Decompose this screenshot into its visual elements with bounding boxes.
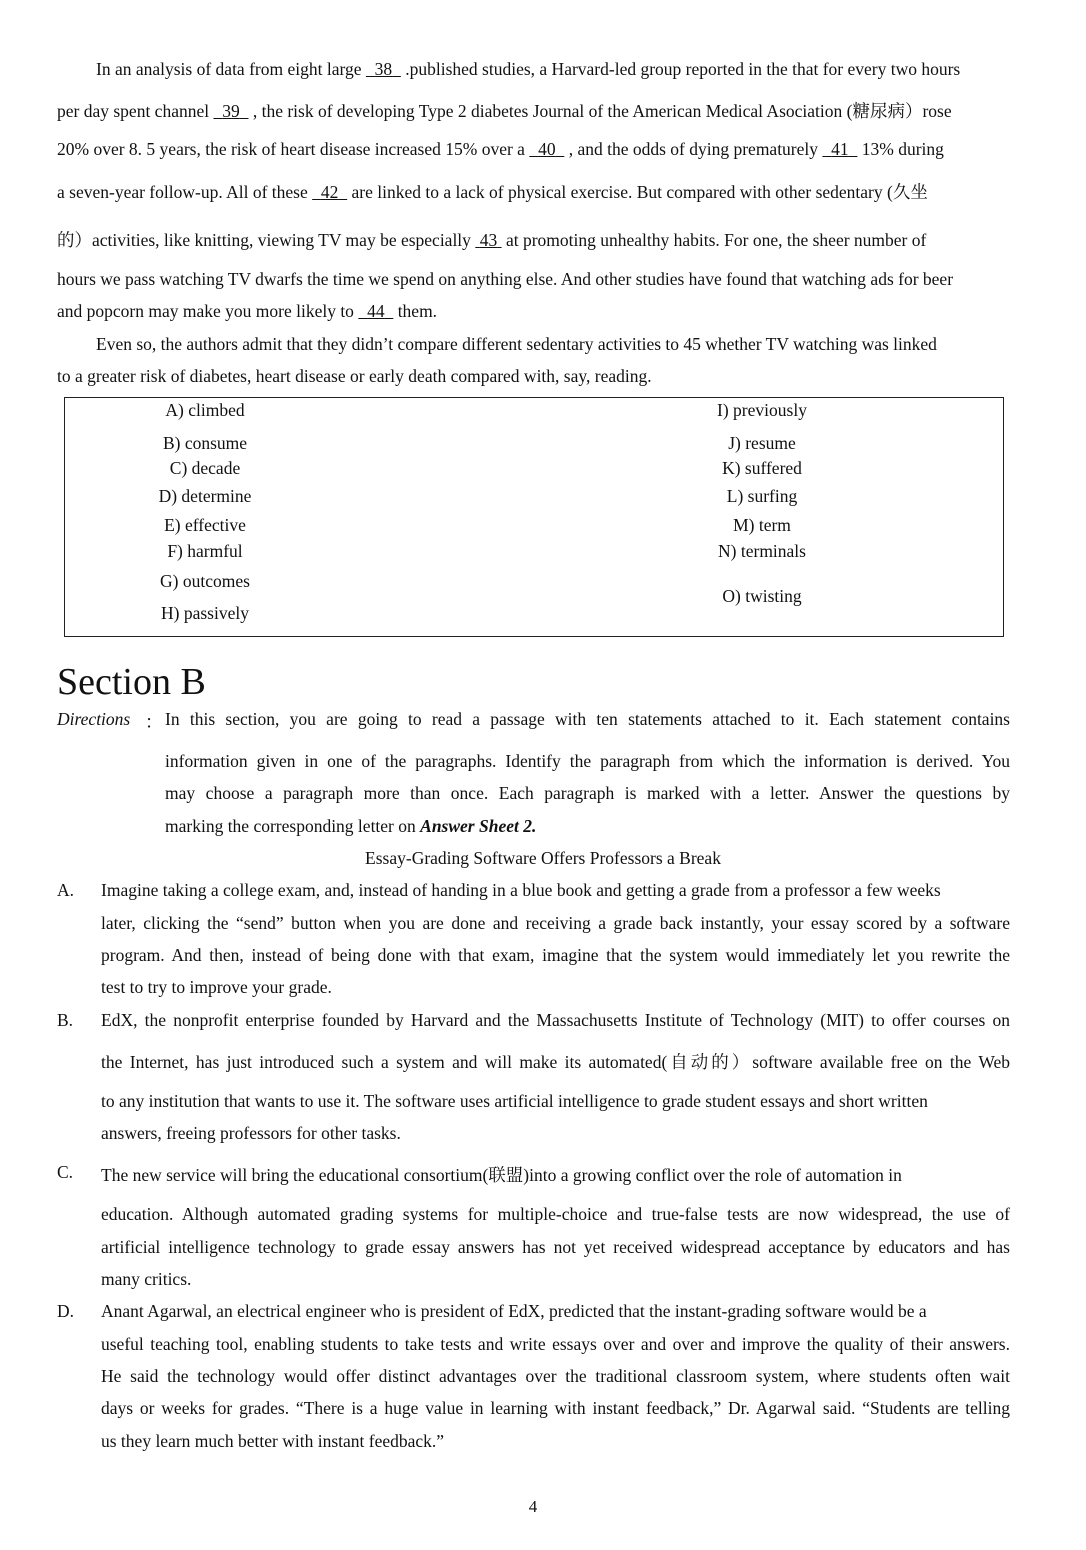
blank-41: 41 [831,139,849,159]
answer-sheet-label: Answer Sheet 2. [420,816,537,836]
page-number: 4 [528,1497,538,1516]
cloze-line-2: per day spent channel 39 , the risk of developing Type 2 diabetes Journal of the American Medical Asociation (糖尿病）rose [57,101,952,121]
option-i: I) previously [717,400,807,420]
cloze-line-6: hours we pass watching TV dwarfs the time we spend on anything else. And other studies have found that watching ads for beer [57,269,954,289]
blank-44: 44 [367,301,385,321]
option-a: A) climbed [165,400,245,420]
option-g: G) outcomes [160,571,250,591]
option-j: J) resume [728,433,796,453]
cloze-line-7: and popcorn may make you more likely to 44 them. [57,301,438,321]
paragraph-letter-c: C. [57,1162,74,1182]
blank-39: 39 [222,101,240,121]
cloze-line-3: 20% over 8. 5 years, the risk of heart disease increased 15% over a 40 , and the odds of dying prematurely 41 13% during [57,139,944,159]
option-f: F) harmful [167,541,243,561]
cloze-line-4: a seven-year follow-up. All of these 42 are linked to a lack of physical exercise. But compared with other sedentary (久坐 [57,182,928,202]
cloze-line-1: In an analysis of data from eight large 38 .published studies, a Harvard-led group reported in the that for every two hours [96,59,961,79]
directions-line-3: may choose a paragraph more than once. Each paragraph is marked with a letter. Answer the questions by [165,783,1010,803]
option-l: L) surfing [726,486,798,506]
paragraph-d-line: useful teaching tool, enabling students to take tests and write essays over and over and improve the quality of their answers. [101,1334,1010,1354]
option-b: B) consume [162,433,248,453]
paragraph-letter-b: B. [57,1010,74,1030]
option-d: D) determine [158,486,252,506]
blank-38: 38 [374,59,393,79]
paragraph-d-line: us they learn much better with instant feedback.” [101,1431,445,1451]
cloze-p2-line-1: Even so, the authors admit that they didn’t compare different sedentary activities to 45 whether TV watching was linked [96,334,937,354]
directions-line-4: marking the corresponding letter on Answer Sheet 2. [165,816,537,836]
paragraph-d-line: days or weeks for grades. “There is a huge value in learning with instant feedback,” Dr. Agarwal said. “Students are telling [101,1398,1010,1418]
blank-43: 43 [479,230,498,250]
option-o: O) twisting [722,586,802,606]
word-bank-box [64,397,1004,637]
blank-42: 42 [320,182,339,202]
option-n: N) terminals [718,541,806,561]
option-c: C) decade [169,458,241,478]
passage-title: Essay-Grading Software Offers Professors a Break [365,848,721,868]
directions-label: Directions [57,709,131,729]
blank-40: 40 [538,139,556,159]
paragraph-b-line: answers, freeing professors for other tasks. [101,1123,401,1143]
paragraph-c-line: many critics. [101,1269,192,1289]
directions-colon: ： [145,712,163,732]
directions-line-2: information given in one of the paragraphs. Identify the paragraph from which the information is derived. You [165,751,1010,771]
directions-line-1: In this section, you are going to read a passage with ten statements attached to it. Each statement contains [165,709,1010,729]
paragraph-b-line: to any institution that wants to use it. The software uses artificial intelligence to grade student essays and short written [101,1091,928,1111]
option-e: E) effective [164,515,246,535]
option-m: M) term [733,515,791,535]
paragraph-letter-a: A. [57,880,75,900]
paragraph-letter-d: D. [57,1301,75,1321]
cloze-line-5: 的）activities, like knitting, viewing TV may be especially 43 at promoting unhealthy habits. For one, the sheer number of [57,230,927,250]
paragraph-a-line: program. And then, instead of being done with that exam, imagine that the system would immediately let you rewrite the [101,945,1010,965]
paragraph-a-line: Imagine taking a college exam, and, instead of handing in a blue book and getting a grade from a professor a few weeks [101,880,941,900]
paragraph-c-line: The new service will bring the educational consortium(联盟)into a growing conflict over the role of automation in [101,1165,902,1185]
option-h: H) passively [161,603,249,623]
cloze-p2-line-2: to a greater risk of diabetes, heart disease or early death compared with, say, reading. [57,366,652,386]
paragraph-b-line: the Internet, has just introduced such a system and will make its automated(自动的）software available free on the Web [101,1052,1010,1072]
paragraph-c-line: education. Although automated grading systems for multiple-choice and true-false tests are now widespread, the use of [101,1204,1010,1224]
option-k: K) suffered [722,458,802,478]
paragraph-a-line: later, clicking the “send” button when you are done and receiving a grade back instantly, your essay scored by a software [101,913,1010,933]
paragraph-d-line: He said the technology would offer distinct advantages over the traditional classroom system, where students often wait [101,1366,1010,1386]
paragraph-c-line: artificial intelligence technology to grade essay answers has not yet received widespread acceptance by educators and has [101,1237,1010,1257]
paragraph-b-line: EdX, the nonprofit enterprise founded by Harvard and the Massachusetts Institute of Technology (MIT) to offer courses on [101,1010,1010,1030]
section-heading: Section B [57,661,206,703]
paragraph-a-line: test to try to improve your grade. [101,977,332,997]
paragraph-d-line: Anant Agarwal, an electrical engineer who is president of EdX, predicted that the instant-grading software would be a [101,1301,927,1321]
